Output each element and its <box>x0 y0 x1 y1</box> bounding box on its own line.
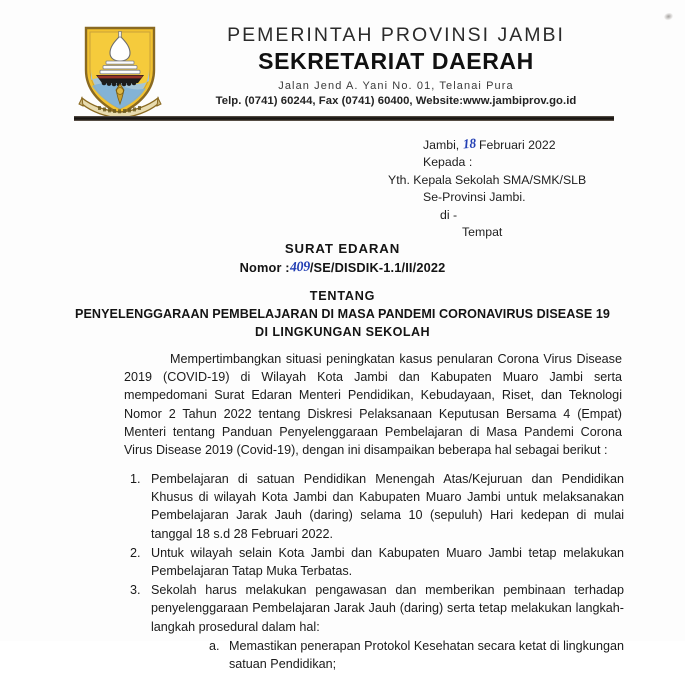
list-item-text: Sekolah harus melakukan pengawasan dan memberikan pembinaan terhadap penyelenggaraan Pembelajaran Jarak Jauh (daring) serta tetap melakukan langkah-langkah prosedural dalam hal: <box>151 583 624 634</box>
jambi-province-coat-of-arms-icon <box>78 22 162 118</box>
list-item-marker: 1. <box>130 472 141 486</box>
list-item-text: Untuk wilayah selain Kota Jambi dan Kabupaten Muaro Jambi tetap melakukan Pembelajaran Tatap Muka Terbatas. <box>151 545 624 579</box>
kepada-label: Kepada : <box>423 155 473 170</box>
sub-list-item-text: Memastikan penerapan Protokol Kesehatan secara ketat di lingkungan satuan Pendidikan; <box>229 638 624 672</box>
subject-line-2: DI LINGKUNGAN SEKOLAH <box>255 324 430 339</box>
nomor-handwritten: 409 <box>289 259 311 276</box>
recipient-line: Yth. Kepala Sekolah SMA/SMK/SLB <box>388 172 587 187</box>
di-label: di - <box>440 207 458 222</box>
sub-list-item-marker: a. <box>209 638 220 653</box>
list-item <box>124 581 624 636</box>
recipient-province: Se-Provinsi Jambi. <box>423 190 526 205</box>
office-name: SEKRETARIAT DAERAH <box>258 48 534 74</box>
document-heading: SURAT EDARAN <box>284 241 401 256</box>
list-item-marker: 3. <box>130 583 141 598</box>
date-prefix: Jambi, <box>423 138 460 152</box>
sub-list-item <box>209 637 624 673</box>
office-contact: Telp. (0741) 60244, Fax (0741) 60400, Website:www.jambiprov.go.id <box>215 95 577 107</box>
letter-date <box>388 136 648 154</box>
opening-paragraph: Mempertimbangkan situasi peningkatan kasus penularan Corona Virus Disease 2019 (COVID-19) di Wilayah Kota Jambi dan Kabupaten Muaro Jambi serta mempedomani Surat Edaran Menteri Pendidikan, Kebudayaan, Riset, dan Teknologi Nomor 2 Tahun 2022 tentang Diskresi Pelaksanaan Keputusan Bersama 4 (Empat) Menteri tentang Panduan Penyelenggaraan Pembelajaran di Masa Pandemi Corona Virus Disease 2019 (Covid-19), dengan ini disampaikan beberapa hal sebagai berikut : <box>124 352 622 458</box>
body-opening <box>124 350 622 459</box>
list-item-marker: 2. <box>130 545 141 560</box>
nomor-rest: /SE/DISDIK-1.1/II/2022 <box>309 260 446 275</box>
numbered-list <box>124 470 624 673</box>
government-name: PEMERINTAH PROVINSI JAMBI <box>227 24 565 46</box>
office-address: Jalan Jend A. Yani No. 01, Telanai Pura <box>278 80 514 92</box>
sub-list <box>124 637 624 673</box>
list-item <box>124 470 624 543</box>
subject-line-1: PENYELENGGARAAN PEMBELAJARAN DI MASA PANDEMI CORONAVIRUS DISEASE 19 <box>75 307 610 321</box>
addressee-block <box>388 136 648 241</box>
list-item-text: Pembelajaran di satuan Pendidikan Menengah Atas/Kejuruan dan Pendidikan Khusus di wilayah Kota Jambi dan Kabupaten Muaro Jambi untuk melaksanakan Pembelajaran Jarak Jauh (daring) selama 10 (sepuluh) Hari kedepan di mulai tanggal 18 s.d 28 Februari 2022. <box>151 472 624 541</box>
date-day-handwritten: 18 <box>461 135 477 152</box>
letter-title-block <box>0 240 685 278</box>
tentang-label: TENTANG <box>309 289 376 303</box>
letterhead-divider-rule <box>74 116 614 121</box>
list-item <box>124 544 624 580</box>
tempat-label: Tempat <box>462 225 503 240</box>
letterhead <box>0 0 685 118</box>
document-number <box>0 259 685 278</box>
subject-block <box>0 288 685 341</box>
date-rest: Februari 2022 <box>478 138 556 152</box>
letterhead-text <box>168 24 624 108</box>
nomor-prefix: Nomor : <box>239 260 290 275</box>
